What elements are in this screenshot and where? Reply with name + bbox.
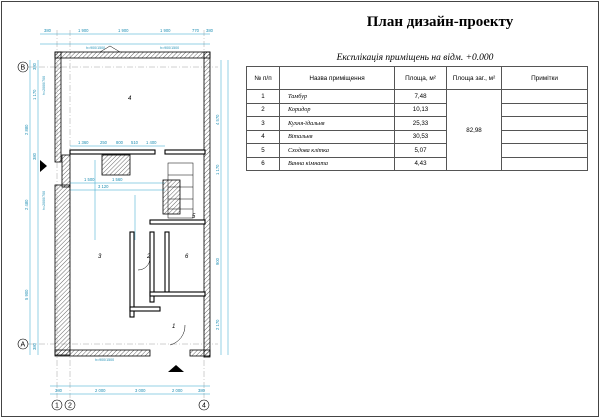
dim-left: 380: [32, 153, 37, 160]
row-area: 4,43: [395, 157, 447, 171]
row-num: 5: [247, 144, 280, 158]
room-label-4: 4: [128, 96, 132, 102]
table-row: [247, 157, 588, 171]
dimension-texts: [24, 28, 220, 393]
row-area: 25,33: [395, 117, 447, 131]
table-row: [247, 90, 588, 104]
row-notes: [502, 157, 588, 171]
dim-right: 2 170: [215, 319, 220, 330]
row-num: 4: [247, 130, 280, 144]
axis-label-2: 2: [68, 402, 72, 410]
table-row: [247, 103, 588, 117]
dim-top-inner: 510: [131, 140, 138, 145]
row-area: 5,07: [395, 144, 447, 158]
row-area: 30,53: [395, 130, 447, 144]
room-label-5: 5: [192, 214, 196, 220]
header-total-area: Площа заг., м²: [447, 67, 502, 90]
room-label-2: 2: [147, 254, 151, 260]
dim-right: 900: [215, 258, 220, 265]
row-num: 3: [247, 117, 280, 131]
row-name: Вітальня: [280, 130, 395, 144]
row-name: Коридор: [280, 103, 395, 117]
dim-right: 1 170: [215, 164, 220, 175]
sheet-title: План дизайн-проекту: [366, 14, 514, 30]
row-notes: [502, 130, 588, 144]
window-tag: h=2000/700: [42, 190, 46, 210]
row-name: Сходова клітка: [280, 144, 395, 158]
window-tag: h=900/1500: [86, 46, 106, 50]
header-area: Площа, м²: [395, 67, 447, 90]
room-label-1: 1: [172, 324, 176, 330]
table-row: [247, 117, 588, 131]
dim-top-inner: 1 360: [78, 140, 89, 145]
axis-label-4: 4: [202, 402, 206, 410]
header-name: Назва приміщення: [280, 67, 395, 90]
dim-top: 380: [206, 28, 213, 33]
dim-top-inner: 800: [116, 140, 123, 145]
dim-top: 380: [44, 28, 51, 33]
dim-mid: 1 560: [112, 177, 123, 182]
row-notes: [502, 144, 588, 158]
dim-top: 770: [192, 28, 199, 33]
dim-mid: 3 120: [98, 184, 109, 189]
dim-top: 1 900: [160, 28, 171, 33]
header-num: № п/п: [247, 67, 280, 90]
dim-bottom: 380: [198, 388, 205, 393]
dim-bottom: 2 000: [95, 388, 106, 393]
dim-mid: 1 500: [84, 177, 95, 182]
row-name: Кухня-їдальня: [280, 117, 395, 131]
window-tag: h=900/1500: [95, 358, 115, 362]
dim-top-inner: 250: [100, 140, 107, 145]
dim-top-inner: 1 400: [146, 140, 157, 145]
dim-left: 1 170: [32, 89, 37, 100]
axis-label-1: 1: [55, 402, 59, 410]
table-row: [247, 130, 588, 144]
table-header-row: [247, 67, 588, 90]
dim-bottom: 380: [55, 388, 62, 393]
dim-right: 4 570: [215, 114, 220, 125]
row-notes: [502, 117, 588, 131]
dim-bottom: 3 000: [135, 388, 146, 393]
total-area: 82,98: [447, 90, 502, 171]
row-notes: [502, 103, 588, 117]
row-area: 7,48: [395, 90, 447, 104]
dim-left: 380: [32, 63, 37, 70]
dim-top: 1 900: [118, 28, 129, 33]
axis-label-top: В: [20, 64, 26, 72]
floor-plan: [0, 0, 245, 418]
room-label-6: 6: [185, 254, 189, 260]
room-label-3: 3: [98, 254, 102, 260]
row-notes: [502, 90, 588, 104]
row-num: 2: [247, 103, 280, 117]
dim-left: 5 900: [24, 289, 29, 300]
room-schedule-table: [246, 66, 588, 171]
dim-top: 1 900: [78, 28, 89, 33]
dim-left: 2 880: [24, 124, 29, 135]
dim-bottom: 2 000: [172, 388, 183, 393]
header-notes: Примітки: [502, 67, 588, 90]
window-tag: h=900/1500: [160, 46, 180, 50]
row-area: 10,13: [395, 103, 447, 117]
row-num: 6: [247, 157, 280, 171]
table-caption: Експлікація приміщень на відм. +0.000: [336, 53, 494, 63]
row-name: Ванна кімната: [280, 157, 395, 171]
window-tag: h=2000/700: [42, 75, 46, 95]
table-row: [247, 144, 588, 158]
dim-left: 380: [32, 343, 37, 350]
axis-label-bottom: А: [20, 341, 26, 349]
row-num: 1: [247, 90, 280, 104]
dim-left: 2 480: [24, 199, 29, 210]
row-name: Тамбур: [280, 90, 395, 104]
